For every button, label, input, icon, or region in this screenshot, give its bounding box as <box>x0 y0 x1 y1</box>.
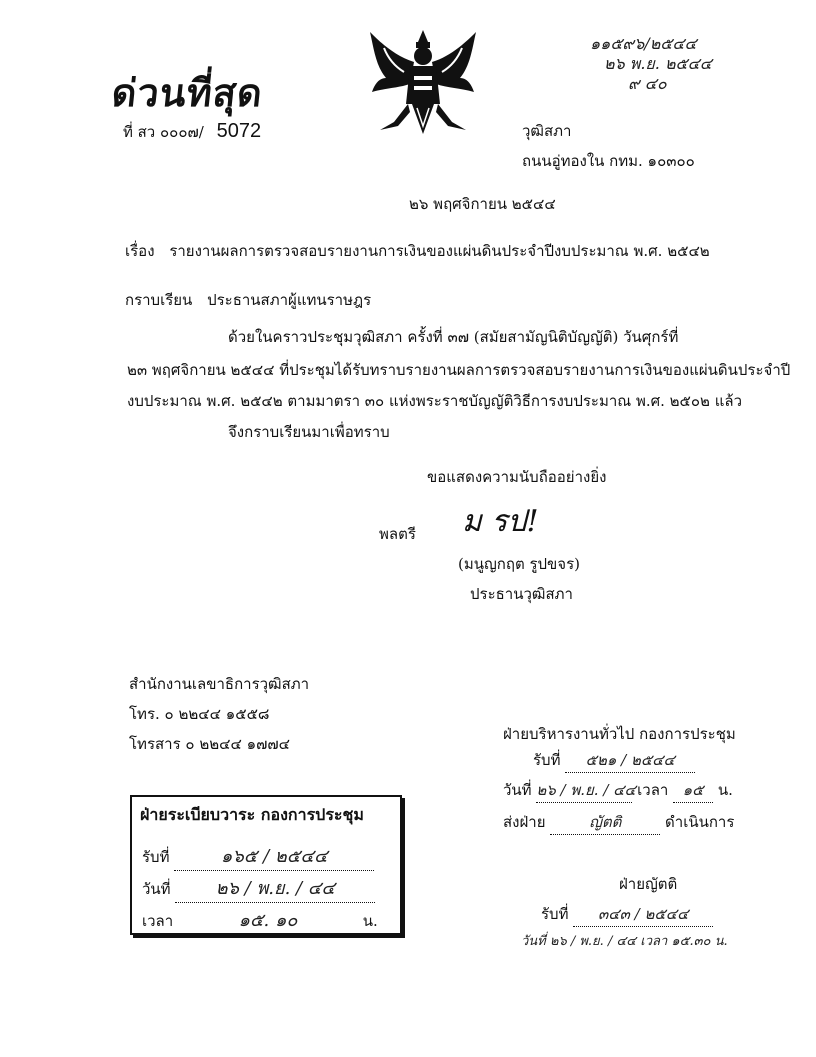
signer-rank: พลตรี <box>379 525 416 543</box>
stamp-general-received-value: ๕๒๑ / ๒๕๔๔ <box>565 748 695 773</box>
sender-address: ถนนอู่ทองใน กทม. ๑๐๓๐๐ <box>522 152 695 170</box>
stamp-general-sendto-value: ญัตติ <box>550 810 660 835</box>
stamp-general-time-label: เวลา <box>637 781 669 799</box>
handwritten-receipt-note <box>590 34 712 94</box>
sender-organization: วุฒิสภา <box>522 122 572 140</box>
stamp-general-time-value: ๑๕ <box>673 778 713 803</box>
contact-tel: โทร. ๐ ๒๒๔๔ ๑๕๕๘ <box>129 705 270 723</box>
stamp-motion-received-label: รับที่ <box>541 905 569 923</box>
body-line-4: จึงกราบเรียนมาเพื่อทราบ <box>228 423 390 441</box>
stamp-agenda-time-value: ๑๕. ๑๐ <box>178 905 358 935</box>
salutation-text: ประธานสภาผู้แทนราษฎร <box>207 291 372 309</box>
stamp-agenda-title: ฝ่ายระเบียบวาระ กองการประชุม <box>140 805 364 824</box>
closing-respect: ขอแสดงความนับถืออย่างยิ่ง <box>427 468 607 486</box>
document-number-prefix: ที่ สว ๐๐๐๗/ <box>123 123 204 141</box>
garuda-emblem-icon <box>364 26 482 138</box>
contact-office: สำนักงานเลขาธิการวุฒิสภา <box>129 675 310 693</box>
stamp-agenda-time-suffix: น. <box>362 912 378 930</box>
stamp-general-date <box>503 778 733 803</box>
stamp-agenda-date-label: วันที่ <box>142 880 171 898</box>
body-line-3: งบประมาณ พ.ศ. ๒๕๔๒ ตามมาตรา ๓๐ แห่งพระราชบัญญัติวิธีการงบประมาณ พ.ศ. ๒๕๐๒ แล้ว <box>127 392 742 410</box>
document-number-value: 5072 <box>216 120 262 142</box>
stamp-general-action: ดำเนินการ <box>665 813 735 831</box>
stamp-agenda-time <box>142 905 378 935</box>
stamp-agenda-date-value: ๒๖ / พ.ย. / ๔๔ <box>175 873 375 903</box>
stamp-motion-date-line: วันที่ ๒๖ / พ.ย. / ๔๔ เวลา ๑๕.๓๐ น. <box>521 934 728 949</box>
receipt-note-date: ๒๖ พ.ย. ๒๕๔๔ <box>604 54 712 73</box>
stamp-agenda-date <box>142 873 375 903</box>
subject-label: เรื่อง <box>125 242 155 260</box>
stamp-general-received <box>533 748 695 773</box>
salutation-line <box>125 288 371 312</box>
document-number <box>123 120 261 144</box>
receipt-note-time: ๙ ๔๐ <box>628 74 667 93</box>
contact-fax: โทรสาร ๐ ๒๒๔๔ ๑๗๗๔ <box>129 735 291 753</box>
body-line-1: ด้วยในคราวประชุมวุฒิสภา ครั้งที่ ๓๗ (สมัยสามัญนิติบัญญัติ) วันศุกร์ที่ <box>228 328 679 346</box>
document-date: ๒๖ พฤศจิกายน ๒๕๔๔ <box>409 195 556 213</box>
stamp-agenda-received <box>142 841 374 871</box>
stamp-agenda-time-label: เวลา <box>142 912 174 930</box>
subject-line <box>125 239 710 263</box>
stamp-general-received-label: รับที่ <box>533 751 561 769</box>
stamp-agenda-received-label: รับที่ <box>142 848 170 866</box>
stamp-agenda-received-value: ๑๖๕ / ๒๕๔๔ <box>174 841 374 871</box>
stamp-general-time-suffix: น. <box>717 781 733 799</box>
signer-title: ประธานวุฒิสภา <box>470 585 573 603</box>
stamp-motion-division <box>519 872 769 952</box>
stamp-general-title: ฝ่ายบริหารงานทั่วไป กองการประชุม <box>503 725 736 743</box>
stamp-motion-received <box>541 902 713 927</box>
stamp-agenda-division <box>130 795 402 935</box>
receipt-note-number: ๑๑๕๙๖/๒๕๔๔ <box>590 34 697 53</box>
stamp-motion-title: ฝ่ายญัตติ <box>619 875 678 893</box>
body-line-2: ๒๓ พฤศจิกายน ๒๕๔๔ ที่ประชุมได้รับทราบรายงานผลการตรวจสอบรายงานการเงินของแผ่นดินประจำปี <box>127 361 791 379</box>
stamp-general-sendto-label: ส่งฝ่าย <box>503 813 546 831</box>
salutation-label: กราบเรียน <box>125 291 193 309</box>
stamp-general-date-value: ๒๖ / พ.ย. / ๔๔ <box>536 778 632 803</box>
handwritten-signature: ม รป! <box>462 504 539 539</box>
stamp-general-date-label: วันที่ <box>503 781 532 799</box>
stamp-motion-received-value: ๓๔๓ / ๒๕๔๔ <box>573 902 713 927</box>
signer-name: (มนูญกฤต รูปขจร) <box>458 555 580 573</box>
stamp-general-sendto <box>503 810 734 835</box>
urgency-heading: ด่วนที่สุด <box>109 71 266 115</box>
subject-text: รายงานผลการตรวจสอบรายงานการเงินของแผ่นดินประจำปีงบประมาณ พ.ศ. ๒๕๔๒ <box>169 242 710 260</box>
